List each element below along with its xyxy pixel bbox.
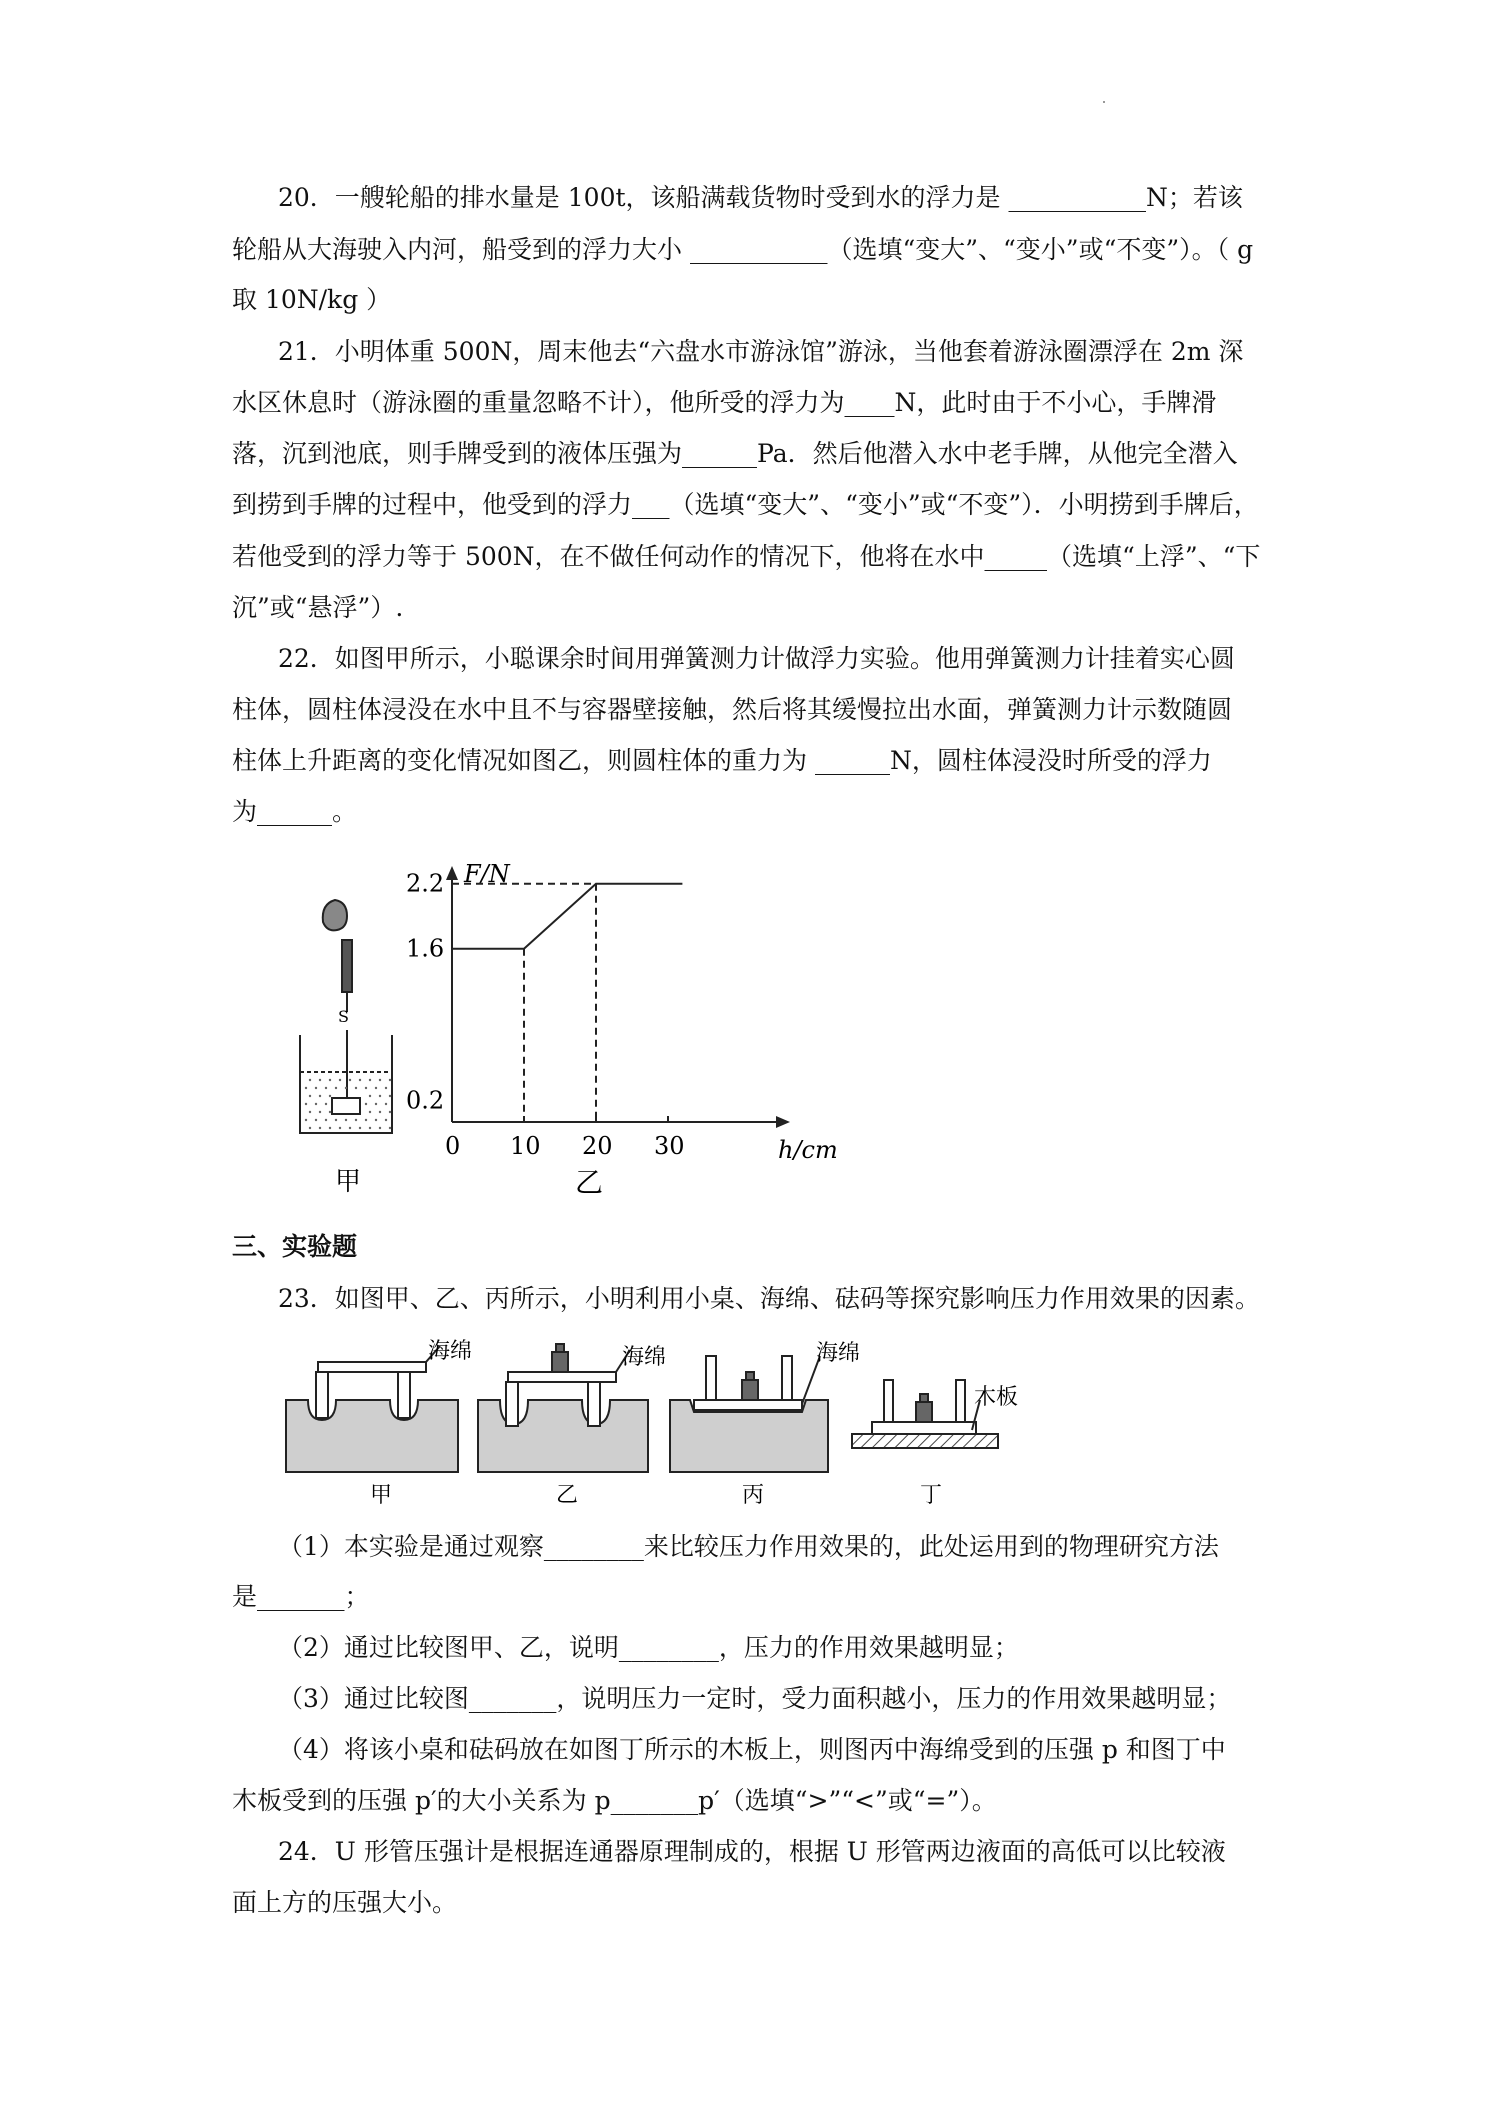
water-dot bbox=[319, 1111, 321, 1113]
water-dot bbox=[379, 1095, 381, 1097]
q21-line-5: 若他受到的浮力等于 500N，在不做任何动作的情况下，他将在水中_____（选填“上浮”、“下 bbox=[232, 542, 1261, 571]
water-dot bbox=[335, 1087, 337, 1089]
water-dot bbox=[389, 1095, 391, 1097]
figure-label-right: 乙 bbox=[575, 1166, 604, 1199]
water-dot bbox=[369, 1095, 371, 1097]
water-dot bbox=[329, 1079, 331, 1081]
y-axis-label: F/N bbox=[464, 860, 510, 888]
q20-line-3: 取 10N/kg ） bbox=[232, 285, 392, 314]
water-dot bbox=[329, 1095, 331, 1097]
water-dot bbox=[319, 1079, 321, 1081]
water-dot bbox=[325, 1119, 327, 1121]
q20-line-2: 轮船从大海驶入内河，船受到的浮力大小 ___________（选填“变大”、“变小”或“不变”）。（ g bbox=[232, 235, 1254, 264]
water-dot bbox=[369, 1127, 371, 1129]
q21-line-6: 沉”或“悬浮”）. bbox=[232, 593, 404, 622]
water-dot bbox=[365, 1087, 367, 1089]
y-tick-label: 1.6 bbox=[406, 934, 445, 963]
water-dot bbox=[375, 1119, 377, 1121]
water-dot bbox=[385, 1103, 387, 1105]
water-dot bbox=[379, 1111, 381, 1113]
x-tick-label: 0 bbox=[445, 1132, 461, 1160]
x-tick-label: 10 bbox=[510, 1132, 541, 1160]
water-dot bbox=[305, 1087, 307, 1089]
q24-line-2: 面上方的压强大小。 bbox=[232, 1888, 458, 1917]
water-dot bbox=[375, 1087, 377, 1089]
water-dot bbox=[315, 1087, 317, 1089]
spring-mark: S bbox=[338, 1007, 349, 1026]
figure-23 bbox=[280, 1330, 1030, 1510]
water-dot bbox=[385, 1087, 387, 1089]
q24-line-1: 24．U 形管压强计是根据连通器原理制成的，根据 U 形管两边液面的高低可以比较液 bbox=[278, 1837, 1226, 1866]
figure-label-left: 甲 bbox=[335, 1167, 362, 1197]
water-dot bbox=[315, 1103, 317, 1105]
water-dot bbox=[329, 1127, 331, 1129]
q21-line-1: 21．小明体重 500N，周末他去“六盘水市游泳馆”游泳，当他套着游泳圈漂浮在 2m 深 bbox=[278, 337, 1244, 366]
q23-part1-a: （1）本实验是通过观察________来比较压力作用效果的，此处运用到的物理研究方法 bbox=[278, 1532, 1219, 1561]
q22-line-2: 柱体，圆柱体浸没在水中且不与容器壁接触，然后将其缓慢拉出水面，弹簧测力计示数随圆 bbox=[232, 695, 1233, 724]
x-axis-arrow bbox=[776, 1116, 790, 1128]
caption-yi: 乙 bbox=[556, 1483, 579, 1508]
spring-scale-body bbox=[342, 940, 352, 992]
water-dot bbox=[309, 1111, 311, 1113]
water-dot bbox=[305, 1119, 307, 1121]
water-dot bbox=[319, 1095, 321, 1097]
water-dot bbox=[355, 1087, 357, 1089]
water-dot bbox=[385, 1119, 387, 1121]
water-dot bbox=[339, 1127, 341, 1129]
series-line bbox=[452, 884, 682, 949]
water-dot bbox=[325, 1087, 327, 1089]
water-dot bbox=[325, 1103, 327, 1105]
water-dot bbox=[389, 1111, 391, 1113]
water-dot bbox=[349, 1127, 351, 1129]
q23-part4-b: 木板受到的压强 p′的大小关系为 p_______p′（选填“>”“<”或“=”）。 bbox=[232, 1786, 997, 1815]
figure-22 bbox=[280, 855, 860, 1200]
water-dot bbox=[355, 1119, 357, 1121]
q21-line-3: 落，沉到池底，则手牌受到的液体压强为______Pa．然后他潜入水中老手牌，从他完全潜入 bbox=[232, 439, 1238, 468]
water-dot bbox=[339, 1079, 341, 1081]
water-dot bbox=[305, 1103, 307, 1105]
label-sponge-1: 海绵 bbox=[428, 1339, 473, 1364]
water-dot bbox=[349, 1079, 351, 1081]
force-height-chart bbox=[406, 860, 838, 1164]
water-dot bbox=[309, 1095, 311, 1097]
water-dot bbox=[379, 1079, 381, 1081]
water-dot bbox=[335, 1119, 337, 1121]
q22-line-3: 柱体上升距离的变化情况如图乙，则圆柱体的重力为 ______N，圆柱体浸没时所受的浮力 bbox=[232, 746, 1212, 775]
label-sponge-2: 海绵 bbox=[622, 1345, 667, 1370]
water-dot bbox=[379, 1127, 381, 1129]
label-sponge-3: 海绵 bbox=[816, 1341, 861, 1366]
water-dot bbox=[345, 1087, 347, 1089]
q23-part4-a: （4）将该小桌和砝码放在如图丁所示的木板上，则图丙中海绵受到的压强 p 和图丁中 bbox=[278, 1735, 1226, 1764]
section-title: 三、实验题 bbox=[232, 1232, 358, 1261]
cylinder bbox=[332, 1098, 360, 1114]
y-axis-arrow bbox=[446, 866, 458, 880]
y-tick-label: 2.2 bbox=[406, 869, 445, 898]
q21-line-4: 到捞到手牌的过程中，他受到的浮力___（选填“变大”、“变小”或“不变”）．小明捞到手牌后， bbox=[232, 490, 1259, 519]
q23-part2: （2）通过比较图甲、乙，说明________，压力的作用效果越明显； bbox=[278, 1633, 1019, 1662]
q23-intro: 23．如图甲、乙、丙所示，小明利用小桌、海绵、砝码等探究影响压力作用效果的因素。 bbox=[278, 1284, 1260, 1313]
water-dot bbox=[365, 1103, 367, 1105]
hand-icon bbox=[323, 900, 347, 930]
x-tick-label: 30 bbox=[654, 1132, 685, 1160]
water-dot bbox=[319, 1127, 321, 1129]
water-dot bbox=[369, 1111, 371, 1113]
panel-jia bbox=[286, 1346, 458, 1472]
q22-line-4: 为______。 bbox=[232, 797, 358, 826]
water-dot bbox=[309, 1127, 311, 1129]
water-dot bbox=[365, 1119, 367, 1121]
y-tick-label: 0.2 bbox=[406, 1086, 445, 1115]
q23-part1-b: 是_______； bbox=[232, 1582, 370, 1611]
water-dot bbox=[309, 1079, 311, 1081]
panel-bing bbox=[670, 1356, 828, 1472]
q20-line-1: 20．一艘轮船的排水量是 100t，该船满载货物时受到水的浮力是 ___________N；若该 bbox=[278, 183, 1243, 212]
q21-line-2: 水区休息时（游泳圈的重量忽略不计），他所受的浮力为____N，此时由于不小心，手牌滑 bbox=[232, 388, 1217, 417]
water-dot bbox=[345, 1119, 347, 1121]
water-dot bbox=[359, 1127, 361, 1129]
caption-ding: 丁 bbox=[920, 1483, 943, 1508]
caption-bing: 丙 bbox=[742, 1483, 765, 1508]
water-dot bbox=[369, 1079, 371, 1081]
water-dot bbox=[389, 1079, 391, 1081]
water-dot bbox=[375, 1103, 377, 1105]
water-dot bbox=[359, 1079, 361, 1081]
q23-part3: （3）通过比较图_______，说明压力一定时，受力面积越小，压力的作用效果越明显； bbox=[278, 1684, 1232, 1713]
label-board: 木板 bbox=[974, 1385, 1019, 1410]
q22-line-1: 22．如图甲所示，小聪课余时间用弹簧测力计做浮力实验。他用弹簧测力计挂着实心圆 bbox=[278, 644, 1235, 673]
water-dot bbox=[389, 1127, 391, 1129]
x-tick-label: 20 bbox=[582, 1132, 613, 1160]
water-dot bbox=[329, 1111, 331, 1113]
x-axis-label: h/cm bbox=[778, 1136, 838, 1164]
page-corner-mark bbox=[1103, 101, 1105, 103]
water-dot bbox=[315, 1119, 317, 1121]
caption-jia: 甲 bbox=[370, 1483, 393, 1508]
